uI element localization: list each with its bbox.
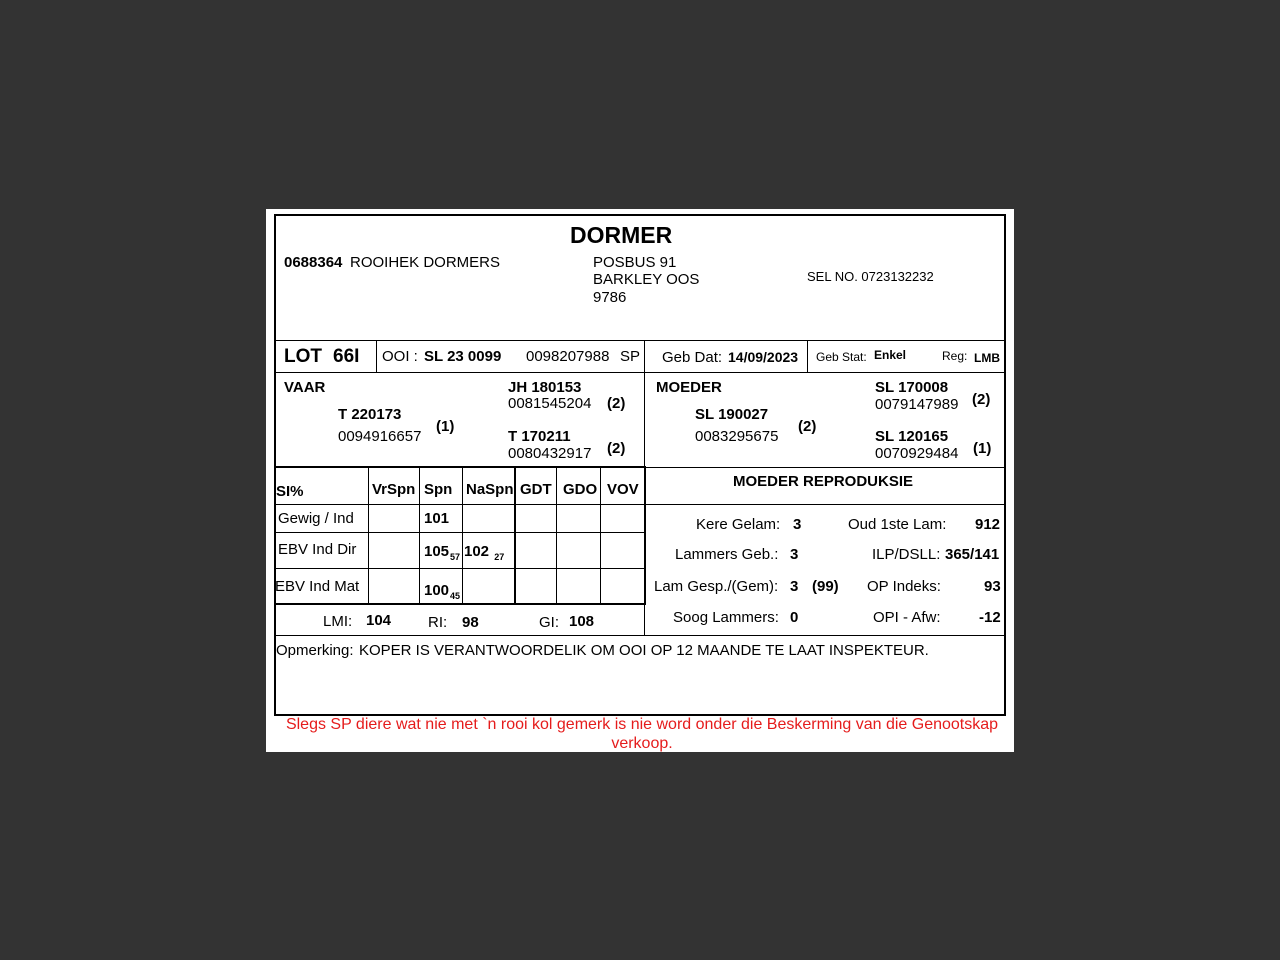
divider [644, 467, 646, 604]
accuracy-value: 27 [494, 552, 505, 562]
row-spn-value: 101 [424, 510, 450, 527]
address-line-2: BARKLEY OOS [593, 271, 700, 288]
lmi-label: LMI: [323, 613, 353, 630]
ooi-number: SL 23 0099 [424, 348, 502, 365]
birth-status-label: Geb Stat: [816, 350, 867, 364]
birth-date-label: Geb Dat: [662, 349, 723, 366]
row-spn-value: $105_{57}$ [424, 543, 461, 562]
lot-number: 66I [333, 346, 360, 367]
header-gdt: GDT [520, 481, 552, 498]
reg-value: LMB [974, 351, 1000, 365]
lam-gesp-average: (99) [812, 578, 839, 595]
accuracy-value: 57 [450, 552, 461, 562]
dam-sire-code: SL 170008 [875, 379, 949, 396]
dam-sire-grade: (2) [972, 391, 991, 408]
divider [274, 504, 646, 505]
dam-dam-id: 0070929484 [875, 445, 959, 462]
sire-sire-code: JH 180153 [508, 379, 582, 396]
sire-sire-grade: (2) [607, 395, 626, 412]
ilp-label: ILP/DSLL: [872, 546, 941, 563]
header-spn: Spn [424, 481, 453, 498]
lam-gesp-label: Lam Gesp./(Gem): [654, 578, 779, 595]
sire-sire-id: 0081545204 [508, 395, 592, 412]
dam-sire-id: 0079147989 [875, 396, 959, 413]
birth-date: 14/09/2023 [728, 349, 799, 365]
row-spn-value: $100_{45}$ [424, 582, 461, 601]
lam-gesp-value: 3 [790, 578, 799, 595]
gi-label: GI: [539, 614, 560, 631]
divider [644, 504, 1006, 505]
opi-value: -12 [979, 609, 1001, 626]
opi-label: OPI - Afw: [873, 609, 941, 626]
divider [644, 604, 645, 635]
disclaimer: Slegs SP diere wat nie met `n rooi kol gemerk is nie word onder die Beskerming van die Genootskap verkoop. [285, 716, 999, 752]
header-si-pct: SI% [276, 483, 304, 500]
accuracy-value: 45 [450, 591, 461, 601]
remark-label: Opmerking: [276, 642, 354, 659]
birth-status: Enkel [874, 348, 907, 362]
divider [644, 467, 1006, 468]
sire-dam-code: T 170211 [508, 428, 571, 445]
dam-dam-grade: (1) [973, 440, 992, 457]
oud-label: Oud 1ste Lam: [848, 516, 947, 533]
ri-value: 98 [462, 614, 479, 631]
op-index-value: 93 [984, 578, 1001, 595]
divider [644, 340, 645, 372]
lot-label: LOT [284, 346, 322, 367]
breeder-name: ROOIHEK DORMERS [350, 254, 501, 271]
sire-grade: (1) [436, 418, 455, 435]
card-frame [274, 214, 1006, 716]
dam-label: MOEDER [656, 379, 722, 396]
ooi-label: OOI : [382, 348, 418, 365]
row-label: Gewig / Ind [278, 510, 354, 527]
breeder-number: 0688364 [284, 254, 343, 271]
divider [514, 467, 516, 604]
dam-id: 0083295675 [695, 428, 779, 445]
dam-dam-code: SL 120165 [875, 428, 949, 445]
row-naspn-value: 102 $_{27}$ [464, 543, 505, 562]
divider [556, 467, 557, 603]
animal-class: SP [620, 348, 641, 365]
row-label: EBV Ind Mat [275, 578, 360, 595]
breed-title: DORMER [570, 222, 673, 248]
kere-gelam-value: 3 [793, 516, 802, 533]
divider [276, 340, 1006, 341]
remark-text: KOPER IS VERANTWOORDELIK OM OOI OP 12 MAANDE TE LAAT INSPEKTEUR. [359, 642, 929, 659]
postal-code: 9786 [593, 289, 627, 306]
sire-dam-id: 0080432917 [508, 445, 592, 462]
divider [274, 568, 646, 569]
soog-label: Soog Lammers: [673, 609, 779, 626]
sire-id: 0094916657 [338, 428, 422, 445]
sire-code: T 220173 [338, 406, 402, 423]
header-gdo: GDO [563, 481, 598, 498]
gi-value: 108 [569, 613, 595, 630]
divider [276, 635, 1006, 636]
soog-value: 0 [790, 609, 799, 626]
divider [274, 466, 646, 468]
divider [368, 467, 369, 603]
divider [376, 340, 377, 372]
lammers-geb-label: Lammers Geb.: [675, 546, 779, 563]
cell-number: SEL NO. 0723132232 [807, 269, 934, 284]
divider [276, 372, 1006, 373]
reg-label: Reg: [942, 349, 968, 363]
divider [462, 467, 463, 603]
op-index-label: OP Indeks: [867, 578, 941, 595]
sire-dam-grade: (2) [607, 440, 626, 457]
ilp-value: 365/141 [945, 546, 1000, 563]
header-vov: VOV [607, 481, 639, 498]
sire-label: VAAR [284, 379, 326, 396]
lmi-value: 104 [366, 612, 392, 629]
oud-value: 912 [975, 516, 1001, 533]
id-number: 0098207988 [526, 348, 610, 365]
divider [644, 372, 645, 467]
header-vrspn: VrSpn [372, 481, 416, 498]
dam-grade: (2) [798, 418, 817, 435]
dam-code: SL 190027 [695, 406, 769, 423]
divider [600, 467, 601, 603]
header-naspn: NaSpn [466, 481, 514, 498]
divider [419, 467, 420, 603]
reproduction-title: MOEDER REPRODUKSIE [733, 473, 914, 490]
kere-gelam-label: Kere Gelam: [696, 516, 781, 533]
divider [807, 340, 808, 372]
lot-card [266, 209, 1014, 752]
lammers-geb-value: 3 [790, 546, 799, 563]
row-label: EBV Ind Dir [278, 541, 357, 558]
ri-label: RI: [428, 614, 448, 631]
address-line-1: POSBUS 91 [593, 254, 677, 271]
divider [274, 532, 646, 533]
